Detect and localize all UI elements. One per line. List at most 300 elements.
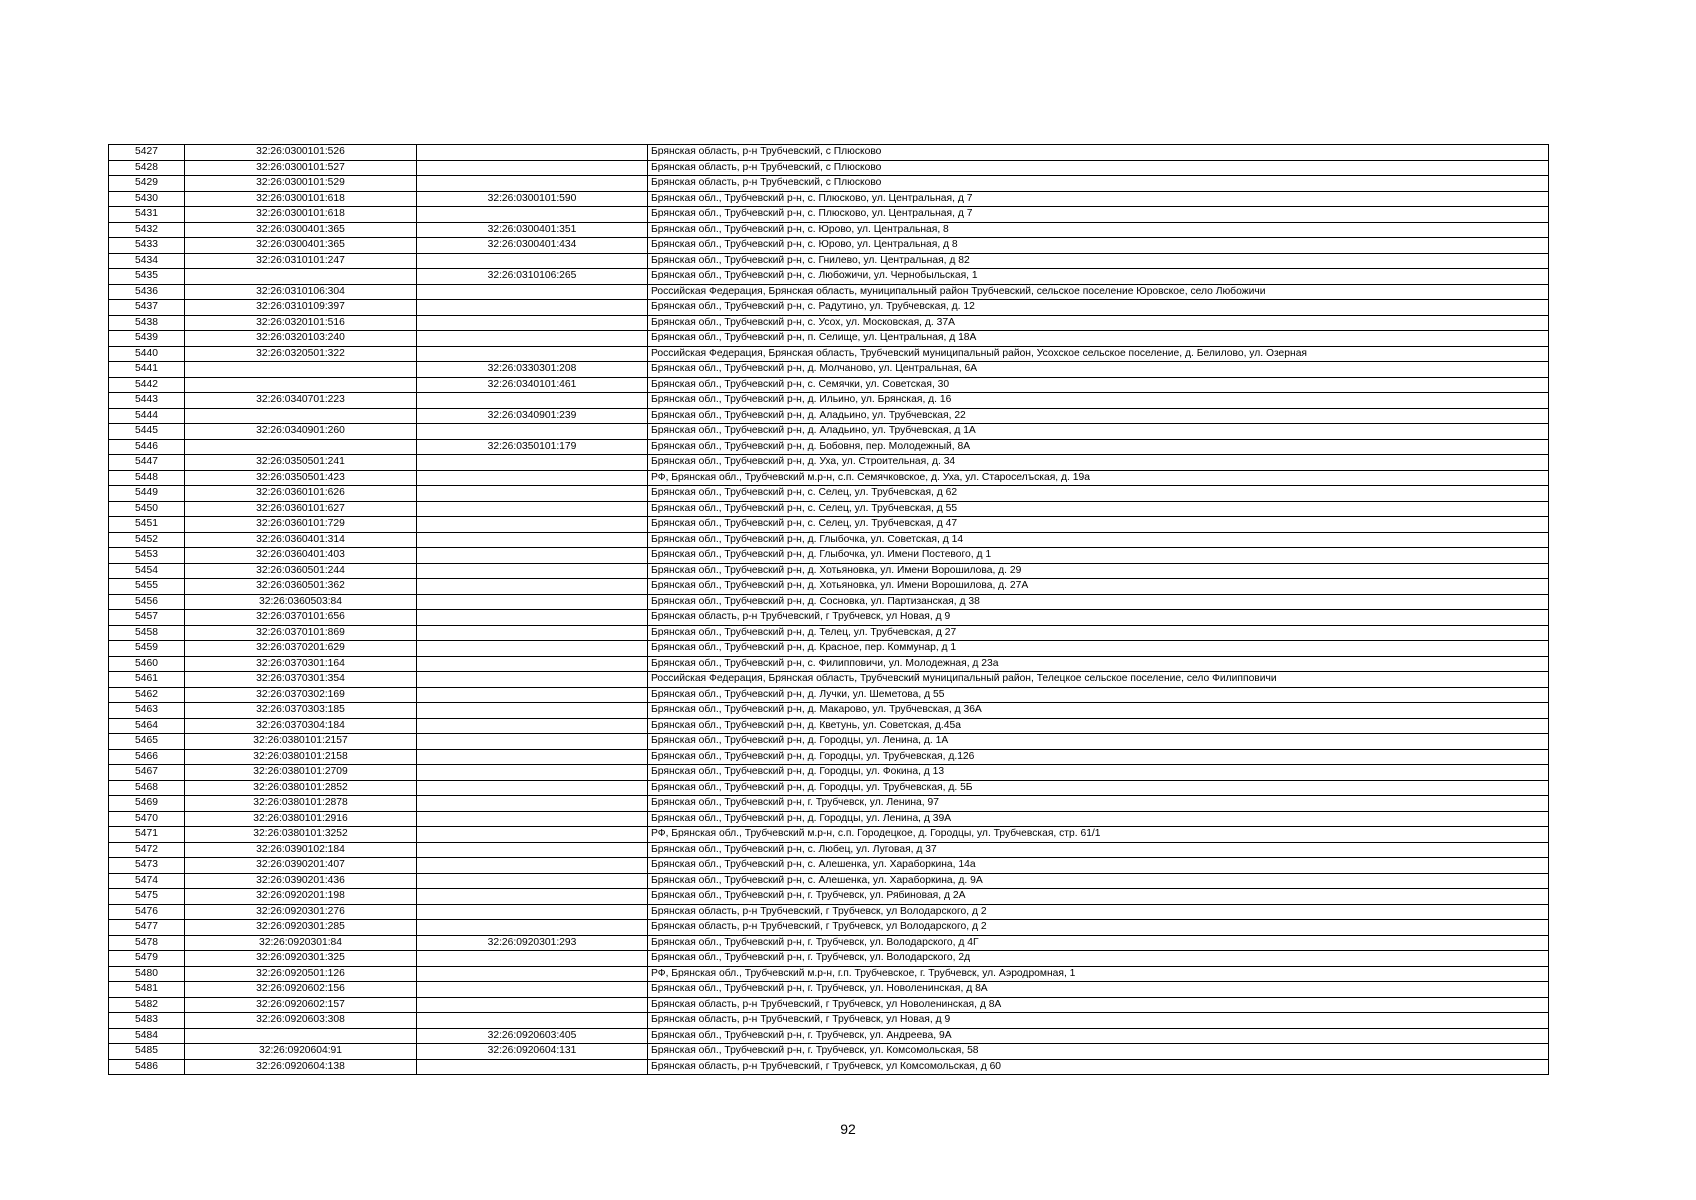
cadastral-number-cell: 32:26:0340901:260	[185, 424, 417, 440]
related-cadastral-number-cell: 32:26:0300401:434	[417, 238, 648, 254]
row-number-cell: 5431	[109, 207, 185, 223]
address-cell: Брянская обл., Трубчевский р-н, д. Городцы, ул. Трубчевская, д. 5Б	[648, 780, 1549, 796]
table-row	[109, 346, 1549, 362]
cadastral-number-cell: 32:26:0300101:527	[185, 160, 417, 176]
address-cell: Брянская обл., Трубчевский р-н, д. Городцы, ул. Фокина, д 13	[648, 765, 1549, 781]
row-number-cell: 5457	[109, 610, 185, 626]
address-cell: Брянская обл., Трубчевский р-н, д. Глыбочка, ул. Имени Постевого, д 1	[648, 548, 1549, 564]
registry-table	[108, 144, 1549, 1075]
related-cadastral-number-cell	[417, 532, 648, 548]
row-number-cell: 5469	[109, 796, 185, 812]
related-cadastral-number-cell	[417, 455, 648, 471]
cadastral-number-cell: 32:26:0360501:244	[185, 563, 417, 579]
cadastral-number-cell: 32:26:0380101:2158	[185, 749, 417, 765]
address-cell: Брянская обл., Трубчевский р-н, д. Хотьяновка, ул. Имени Ворошилова, д. 27А	[648, 579, 1549, 595]
cadastral-number-cell: 32:26:0370101:869	[185, 625, 417, 641]
row-number-cell: 5468	[109, 780, 185, 796]
related-cadastral-number-cell: 32:26:0330301:208	[417, 362, 648, 378]
related-cadastral-number-cell	[417, 656, 648, 672]
table-row	[109, 331, 1549, 347]
address-cell: Брянская обл., Трубчевский р-н, д. Телец, ул. Трубчевская, д 27	[648, 625, 1549, 641]
cadastral-number-cell	[185, 439, 417, 455]
table-row	[109, 1044, 1549, 1060]
table-row	[109, 563, 1549, 579]
row-number-cell: 5458	[109, 625, 185, 641]
table-row	[109, 966, 1549, 982]
address-cell: Брянская обл., Трубчевский р-н, г. Трубчевск, ул. Володарского, 2д	[648, 951, 1549, 967]
row-number-cell: 5480	[109, 966, 185, 982]
row-number-cell: 5459	[109, 641, 185, 657]
cadastral-number-cell: 32:26:0320103:240	[185, 331, 417, 347]
table-row	[109, 253, 1549, 269]
row-number-cell: 5464	[109, 718, 185, 734]
row-number-cell: 5482	[109, 997, 185, 1013]
address-cell: Брянская область, р-н Трубчевский, г Трубчевск, ул Володарского, д 2	[648, 920, 1549, 936]
cadastral-number-cell: 32:26:0360501:362	[185, 579, 417, 595]
address-cell: Брянская обл., Трубчевский р-н, с. Плюсково, ул. Центральная, д 7	[648, 207, 1549, 223]
related-cadastral-number-cell: 32:26:0300401:351	[417, 222, 648, 238]
address-cell: Брянская обл., Трубчевский р-н, д. Глыбочка, ул. Советская, д 14	[648, 532, 1549, 548]
row-number-cell: 5475	[109, 889, 185, 905]
cadastral-number-cell: 32:26:0380101:2916	[185, 811, 417, 827]
address-cell: Брянская обл., Трубчевский р-н, д. Городцы, ул. Ленина, д 39А	[648, 811, 1549, 827]
related-cadastral-number-cell	[417, 982, 648, 998]
cadastral-number-cell: 32:26:0390201:436	[185, 873, 417, 889]
row-number-cell: 5443	[109, 393, 185, 409]
table-row	[109, 300, 1549, 316]
row-number-cell: 5446	[109, 439, 185, 455]
row-number-cell: 5428	[109, 160, 185, 176]
related-cadastral-number-cell	[417, 827, 648, 843]
cadastral-number-cell: 32:26:0920602:156	[185, 982, 417, 998]
related-cadastral-number-cell	[417, 548, 648, 564]
cadastral-number-cell	[185, 377, 417, 393]
row-number-cell: 5471	[109, 827, 185, 843]
related-cadastral-number-cell	[417, 160, 648, 176]
cadastral-number-cell: 32:26:0360503:84	[185, 594, 417, 610]
address-cell: Брянская область, р-н Трубчевский, с Плюсково	[648, 176, 1549, 192]
address-cell: Брянская область, р-н Трубчевский, г Трубчевск, ул Новая, д 9	[648, 610, 1549, 626]
table-row	[109, 470, 1549, 486]
table-row	[109, 284, 1549, 300]
address-cell: Брянская обл., Трубчевский р-н, д. Хотьяновка, ул. Имени Ворошилова, д. 29	[648, 563, 1549, 579]
cadastral-number-cell	[185, 408, 417, 424]
row-number-cell: 5435	[109, 269, 185, 285]
cadastral-number-cell: 32:26:0310109:397	[185, 300, 417, 316]
table-row	[109, 951, 1549, 967]
row-number-cell: 5447	[109, 455, 185, 471]
related-cadastral-number-cell: 32:26:0920301:293	[417, 935, 648, 951]
table-row	[109, 749, 1549, 765]
cadastral-number-cell: 32:26:0300101:526	[185, 145, 417, 161]
related-cadastral-number-cell	[417, 842, 648, 858]
row-number-cell: 5441	[109, 362, 185, 378]
related-cadastral-number-cell	[417, 811, 648, 827]
related-cadastral-number-cell	[417, 1059, 648, 1075]
related-cadastral-number-cell	[417, 501, 648, 517]
row-number-cell: 5463	[109, 703, 185, 719]
address-cell: Брянская обл., Трубчевский р-н, с. Юрово, ул. Центральная, 8	[648, 222, 1549, 238]
related-cadastral-number-cell	[417, 765, 648, 781]
row-number-cell: 5442	[109, 377, 185, 393]
related-cadastral-number-cell: 32:26:0310106:265	[417, 269, 648, 285]
table-row	[109, 873, 1549, 889]
cadastral-number-cell: 32:26:0370101:656	[185, 610, 417, 626]
cadastral-number-cell: 32:26:0370304:184	[185, 718, 417, 734]
address-cell: РФ, Брянская обл., Трубчевский м.р-н, с.п. Семячковское, д. Уха, ул. Староселъская, д. 19а	[648, 470, 1549, 486]
table-row	[109, 486, 1549, 502]
cadastral-number-cell	[185, 1028, 417, 1044]
related-cadastral-number-cell: 32:26:0920604:131	[417, 1044, 648, 1060]
cadastral-number-cell: 32:26:0300101:618	[185, 191, 417, 207]
table-row	[109, 687, 1549, 703]
related-cadastral-number-cell	[417, 579, 648, 595]
row-number-cell: 5440	[109, 346, 185, 362]
cadastral-number-cell: 32:26:0920603:308	[185, 1013, 417, 1029]
table-row	[109, 1013, 1549, 1029]
row-number-cell: 5481	[109, 982, 185, 998]
table-row	[109, 765, 1549, 781]
table-row	[109, 269, 1549, 285]
table-row	[109, 579, 1549, 595]
cadastral-number-cell: 32:26:0360101:729	[185, 517, 417, 533]
address-cell: Брянская область, р-н Трубчевский, с Плюсково	[648, 160, 1549, 176]
address-cell: Брянская область, р-н Трубчевский, г Трубчевск, ул Новоленинская, д 8А	[648, 997, 1549, 1013]
row-number-cell: 5483	[109, 1013, 185, 1029]
related-cadastral-number-cell	[417, 284, 648, 300]
address-cell: Брянская обл., Трубчевский р-н, г. Трубчевск, ул. Андреева, 9А	[648, 1028, 1549, 1044]
related-cadastral-number-cell	[417, 780, 648, 796]
table-row	[109, 207, 1549, 223]
related-cadastral-number-cell	[417, 966, 648, 982]
row-number-cell: 5456	[109, 594, 185, 610]
related-cadastral-number-cell	[417, 253, 648, 269]
table-row	[109, 780, 1549, 796]
related-cadastral-number-cell	[417, 331, 648, 347]
address-cell: Брянская обл., Трубчевский р-н, г. Трубчевск, ул. Рябиновая, д 2А	[648, 889, 1549, 905]
related-cadastral-number-cell	[417, 749, 648, 765]
row-number-cell: 5444	[109, 408, 185, 424]
table-row	[109, 997, 1549, 1013]
table-row	[109, 532, 1549, 548]
row-number-cell: 5450	[109, 501, 185, 517]
address-cell: Брянская область, р-н Трубчевский, г Трубчевск, ул Володарского, д 2	[648, 904, 1549, 920]
table-row	[109, 191, 1549, 207]
cadastral-number-cell: 32:26:0370301:354	[185, 672, 417, 688]
address-cell: Брянская обл., Трубчевский р-н, д. Бобовня, пер. Молодежный, 8А	[648, 439, 1549, 455]
address-cell: Брянская обл., Трубчевский р-н, д. Молчаново, ул. Центральная, 6А	[648, 362, 1549, 378]
related-cadastral-number-cell: 32:26:0340901:239	[417, 408, 648, 424]
related-cadastral-number-cell	[417, 207, 648, 223]
related-cadastral-number-cell	[417, 517, 648, 533]
cadastral-number-cell: 32:26:0320501:322	[185, 346, 417, 362]
cadastral-number-cell: 32:26:0380101:2878	[185, 796, 417, 812]
table-row	[109, 408, 1549, 424]
address-cell: Брянская область, р-н Трубчевский, г Трубчевск, ул Новая, д 9	[648, 1013, 1549, 1029]
address-cell: Брянская обл., Трубчевский р-н, с. Филипповичи, ул. Молодежная, д 23а	[648, 656, 1549, 672]
cadastral-number-cell: 32:26:0370201:629	[185, 641, 417, 657]
cadastral-number-cell: 32:26:0350501:423	[185, 470, 417, 486]
table-row	[109, 362, 1549, 378]
table-row	[109, 501, 1549, 517]
row-number-cell: 5427	[109, 145, 185, 161]
table-row	[109, 315, 1549, 331]
address-cell: Брянская обл., Трубчевский р-н, д. Ильино, ул. Брянская, д. 16	[648, 393, 1549, 409]
cadastral-number-cell	[185, 362, 417, 378]
cadastral-number-cell: 32:26:0920501:126	[185, 966, 417, 982]
address-cell: Брянская обл., Трубчевский р-н, д. Уха, ул. Строительная, д. 34	[648, 455, 1549, 471]
address-cell: Брянская обл., Трубчевский р-н, д. Городцы, ул. Трубчевская, д.126	[648, 749, 1549, 765]
row-number-cell: 5478	[109, 935, 185, 951]
cadastral-number-cell: 32:26:0360401:314	[185, 532, 417, 548]
cadastral-number-cell: 32:26:0380101:2852	[185, 780, 417, 796]
cadastral-number-cell: 32:26:0350501:241	[185, 455, 417, 471]
related-cadastral-number-cell	[417, 718, 648, 734]
related-cadastral-number-cell	[417, 610, 648, 626]
row-number-cell: 5454	[109, 563, 185, 579]
cadastral-number-cell: 32:26:0360401:403	[185, 548, 417, 564]
address-cell: Российская Федерация, Брянская область, Трубчевский муниципальный район, Усохское сельское поселение, д. Белилово, ул. Озерная	[648, 346, 1549, 362]
table-row	[109, 222, 1549, 238]
address-cell: Брянская обл., Трубчевский р-н, д. Аладьино, ул. Трубчевская, 22	[648, 408, 1549, 424]
row-number-cell: 5430	[109, 191, 185, 207]
related-cadastral-number-cell	[417, 796, 648, 812]
table-row	[109, 594, 1549, 610]
row-number-cell: 5434	[109, 253, 185, 269]
table-row	[109, 424, 1549, 440]
related-cadastral-number-cell	[417, 672, 648, 688]
related-cadastral-number-cell	[417, 300, 648, 316]
related-cadastral-number-cell: 32:26:0350101:179	[417, 439, 648, 455]
address-cell: Брянская обл., Трубчевский р-н, д. Красное, пер. Коммунар, д 1	[648, 641, 1549, 657]
address-cell: Брянская обл., Трубчевский р-н, г. Трубчевск, ул. Володарского, д 4Г	[648, 935, 1549, 951]
address-cell: Брянская обл., Трубчевский р-н, с. Усох, ул. Московская, д. 37А	[648, 315, 1549, 331]
address-cell: Брянская обл., Трубчевский р-н, с. Любожичи, ул. Чернобыльская, 1	[648, 269, 1549, 285]
cadastral-number-cell: 32:26:0310101:247	[185, 253, 417, 269]
cadastral-number-cell: 32:26:0300401:365	[185, 222, 417, 238]
row-number-cell: 5429	[109, 176, 185, 192]
related-cadastral-number-cell	[417, 734, 648, 750]
row-number-cell: 5448	[109, 470, 185, 486]
table-row	[109, 904, 1549, 920]
row-number-cell: 5470	[109, 811, 185, 827]
address-cell: Брянская обл., Трубчевский р-н, г. Трубчевск, ул. Новоленинская, д 8А	[648, 982, 1549, 998]
address-cell: Брянская обл., Трубчевский р-н, с. Любец, ул. Луговая, д 37	[648, 842, 1549, 858]
related-cadastral-number-cell	[417, 920, 648, 936]
address-cell: РФ, Брянская обл., Трубчевский м.р-н, с.п. Городецкое, д. Городцы, ул. Трубчевская, стр. 61/1	[648, 827, 1549, 843]
row-number-cell: 5467	[109, 765, 185, 781]
address-cell: РФ, Брянская обл., Трубчевский м.р-н, г.п. Трубчевское, г. Трубчевск, ул. Аэродромная, 1	[648, 966, 1549, 982]
cadastral-number-cell: 32:26:0920301:285	[185, 920, 417, 936]
table-row	[109, 548, 1549, 564]
row-number-cell: 5473	[109, 858, 185, 874]
cadastral-number-cell: 32:26:0370302:169	[185, 687, 417, 703]
address-cell: Брянская обл., Трубчевский р-н, д. Городцы, ул. Ленина, д. 1А	[648, 734, 1549, 750]
table-row	[109, 455, 1549, 471]
related-cadastral-number-cell	[417, 1013, 648, 1029]
related-cadastral-number-cell: 32:26:0300101:590	[417, 191, 648, 207]
table-row	[109, 935, 1549, 951]
related-cadastral-number-cell	[417, 393, 648, 409]
related-cadastral-number-cell	[417, 424, 648, 440]
table-row	[109, 982, 1549, 998]
row-number-cell: 5439	[109, 331, 185, 347]
cadastral-number-cell: 32:26:0390102:184	[185, 842, 417, 858]
cadastral-number-cell: 32:26:0380101:3252	[185, 827, 417, 843]
table-row	[109, 238, 1549, 254]
row-number-cell: 5485	[109, 1044, 185, 1060]
related-cadastral-number-cell	[417, 904, 648, 920]
cadastral-number-cell: 32:26:0300401:365	[185, 238, 417, 254]
row-number-cell: 5453	[109, 548, 185, 564]
related-cadastral-number-cell	[417, 641, 648, 657]
address-cell: Брянская обл., Трубчевский р-н, с. Алешенка, ул. Хараборкина, 14а	[648, 858, 1549, 874]
cadastral-number-cell: 32:26:0920301:84	[185, 935, 417, 951]
row-number-cell: 5477	[109, 920, 185, 936]
cadastral-number-cell	[185, 269, 417, 285]
table-row	[109, 377, 1549, 393]
related-cadastral-number-cell	[417, 176, 648, 192]
row-number-cell: 5452	[109, 532, 185, 548]
related-cadastral-number-cell: 32:26:0340101:461	[417, 377, 648, 393]
cadastral-number-cell: 32:26:0300101:529	[185, 176, 417, 192]
table-row	[109, 889, 1549, 905]
address-cell: Брянская обл., Трубчевский р-н, с. Радутино, ул. Трубчевская, д. 12	[648, 300, 1549, 316]
table-row	[109, 517, 1549, 533]
row-number-cell: 5486	[109, 1059, 185, 1075]
related-cadastral-number-cell	[417, 470, 648, 486]
cadastral-number-cell: 32:26:0340701:223	[185, 393, 417, 409]
address-cell: Брянская обл., Трубчевский р-н, д. Сосновка, ул. Партизанская, д 38	[648, 594, 1549, 610]
address-cell: Российская Федерация, Брянская область, муниципальный район Трубчевский, сельское поселение Юровское, село Любожичи	[648, 284, 1549, 300]
row-number-cell: 5465	[109, 734, 185, 750]
table-row	[109, 176, 1549, 192]
row-number-cell: 5445	[109, 424, 185, 440]
address-cell: Брянская обл., Трубчевский р-н, д. Макарово, ул. Трубчевская, д 36А	[648, 703, 1549, 719]
address-cell: Брянская обл., Трубчевский р-н, с. Гнилево, ул. Центральная, д 82	[648, 253, 1549, 269]
table-row	[109, 811, 1549, 827]
related-cadastral-number-cell	[417, 625, 648, 641]
cadastral-number-cell: 32:26:0380101:2709	[185, 765, 417, 781]
related-cadastral-number-cell	[417, 594, 648, 610]
related-cadastral-number-cell	[417, 703, 648, 719]
related-cadastral-number-cell	[417, 889, 648, 905]
cadastral-number-cell: 32:26:0920201:198	[185, 889, 417, 905]
related-cadastral-number-cell	[417, 687, 648, 703]
row-number-cell: 5474	[109, 873, 185, 889]
table-row	[109, 1059, 1549, 1075]
registry-table-body	[109, 145, 1549, 1075]
row-number-cell: 5460	[109, 656, 185, 672]
table-row	[109, 672, 1549, 688]
address-cell: Брянская область, р-н Трубчевский, с Плюсково	[648, 145, 1549, 161]
cadastral-number-cell: 32:26:0380101:2157	[185, 734, 417, 750]
table-row	[109, 718, 1549, 734]
table-row	[109, 145, 1549, 161]
table-row	[109, 796, 1549, 812]
address-cell: Брянская обл., Трубчевский р-н, с. Семячки, ул. Советская, 30	[648, 377, 1549, 393]
row-number-cell: 5479	[109, 951, 185, 967]
table-row	[109, 827, 1549, 843]
cadastral-number-cell: 32:26:0920602:157	[185, 997, 417, 1013]
address-cell: Брянская обл., Трубчевский р-н, с. Алешенка, ул. Хараборкина, д. 9А	[648, 873, 1549, 889]
table-row	[109, 1028, 1549, 1044]
cadastral-number-cell: 32:26:0300101:618	[185, 207, 417, 223]
table-row	[109, 160, 1549, 176]
table-row	[109, 842, 1549, 858]
related-cadastral-number-cell	[417, 563, 648, 579]
row-number-cell: 5437	[109, 300, 185, 316]
related-cadastral-number-cell: 32:26:0920603:405	[417, 1028, 648, 1044]
table-row	[109, 734, 1549, 750]
cadastral-number-cell: 32:26:0360101:627	[185, 501, 417, 517]
row-number-cell: 5484	[109, 1028, 185, 1044]
related-cadastral-number-cell	[417, 873, 648, 889]
related-cadastral-number-cell	[417, 486, 648, 502]
cadastral-number-cell: 32:26:0370301:164	[185, 656, 417, 672]
table-row	[109, 610, 1549, 626]
related-cadastral-number-cell	[417, 145, 648, 161]
table-row	[109, 625, 1549, 641]
address-cell: Российская Федерация, Брянская область, Трубчевский муниципальный район, Телецкое сельское поселение, село Филипповичи	[648, 672, 1549, 688]
row-number-cell: 5466	[109, 749, 185, 765]
cadastral-number-cell: 32:26:0390201:407	[185, 858, 417, 874]
row-number-cell: 5472	[109, 842, 185, 858]
address-cell: Брянская обл., Трубчевский р-н, г. Трубчевск, ул. Ленина, 97	[648, 796, 1549, 812]
page-number: 92	[840, 1121, 856, 1137]
related-cadastral-number-cell	[417, 997, 648, 1013]
row-number-cell: 5455	[109, 579, 185, 595]
table-row	[109, 656, 1549, 672]
address-cell: Брянская обл., Трубчевский р-н, п. Селище, ул. Центральная, д 18А	[648, 331, 1549, 347]
cadastral-number-cell: 32:26:0320101:516	[185, 315, 417, 331]
table-row	[109, 858, 1549, 874]
address-cell: Брянская область, р-н Трубчевский, г Трубчевск, ул Комсомольская, д 60	[648, 1059, 1549, 1075]
address-cell: Брянская обл., Трубчевский р-н, с. Селец, ул. Трубчевская, д 55	[648, 501, 1549, 517]
table-row	[109, 703, 1549, 719]
cadastral-number-cell: 32:26:0920301:276	[185, 904, 417, 920]
address-cell: Брянская обл., Трубчевский р-н, г. Трубчевск, ул. Комсомольская, 58	[648, 1044, 1549, 1060]
cadastral-number-cell: 32:26:0370303:185	[185, 703, 417, 719]
address-cell: Брянская обл., Трубчевский р-н, с. Плюсково, ул. Центральная, д 7	[648, 191, 1549, 207]
cadastral-number-cell: 32:26:0920301:325	[185, 951, 417, 967]
row-number-cell: 5449	[109, 486, 185, 502]
related-cadastral-number-cell	[417, 346, 648, 362]
row-number-cell: 5432	[109, 222, 185, 238]
row-number-cell: 5451	[109, 517, 185, 533]
row-number-cell: 5461	[109, 672, 185, 688]
row-number-cell: 5433	[109, 238, 185, 254]
cadastral-number-cell: 32:26:0920604:91	[185, 1044, 417, 1060]
cadastral-number-cell: 32:26:0310106:304	[185, 284, 417, 300]
document-page	[108, 144, 1548, 1075]
cadastral-number-cell: 32:26:0920604:138	[185, 1059, 417, 1075]
row-number-cell: 5476	[109, 904, 185, 920]
row-number-cell: 5436	[109, 284, 185, 300]
address-cell: Брянская обл., Трубчевский р-н, с. Юрово, ул. Центральная, д 8	[648, 238, 1549, 254]
table-row	[109, 641, 1549, 657]
row-number-cell: 5438	[109, 315, 185, 331]
address-cell: Брянская обл., Трубчевский р-н, с. Селец, ул. Трубчевская, д 47	[648, 517, 1549, 533]
address-cell: Брянская обл., Трубчевский р-н, д. Лучки, ул. Шеметова, д 55	[648, 687, 1549, 703]
related-cadastral-number-cell	[417, 858, 648, 874]
table-row	[109, 920, 1549, 936]
address-cell: Брянская обл., Трубчевский р-н, с. Селец, ул. Трубчевская, д 62	[648, 486, 1549, 502]
address-cell: Брянская обл., Трубчевский р-н, д. Аладьино, ул. Трубчевская, д 1А	[648, 424, 1549, 440]
cadastral-number-cell: 32:26:0360101:626	[185, 486, 417, 502]
related-cadastral-number-cell	[417, 315, 648, 331]
address-cell: Брянская обл., Трубчевский р-н, д. Кветунь, ул. Советская, д.45а	[648, 718, 1549, 734]
